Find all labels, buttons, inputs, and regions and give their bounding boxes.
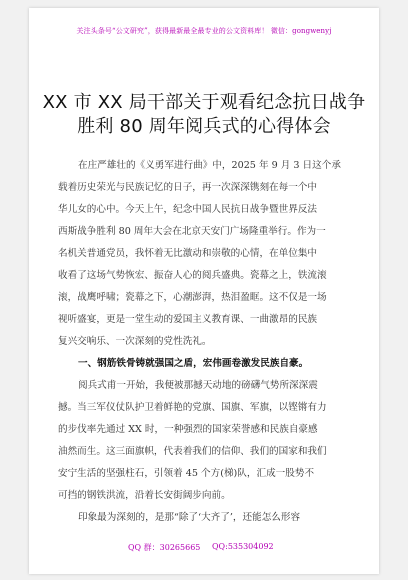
body-line: 载着历史荣光与民族记忆的日子，再一次深深镌刻在每一个中 <box>58 182 318 193</box>
body-line: 复兴交响乐、一次深刻的党性洗礼。 <box>58 336 212 347</box>
body-line: 名机关普通党员，我怀着无比激动和崇敬的心情，在单位集中 <box>58 248 318 259</box>
document-title-line-2: 胜利 80 周年阅兵式的心得体会 <box>77 116 331 137</box>
body-line: 油然而生。这三面旗帜，代表着我们的信仰、我们的国家和我们 <box>58 446 327 457</box>
footer-qq-contact: QQ:535304092 <box>212 542 274 551</box>
footer-qq-group: QQ 群：30265665 <box>128 543 201 552</box>
body-line: 印象最为深刻的，是那“除了‘大齐了’，还能怎么形容 <box>78 512 301 523</box>
body-line: 收看了这场气势恢宏、振奋人心的阅兵盛典。瓷幕之上，铁流滚 <box>58 270 327 281</box>
body-line: 可挡的钢铁洪流，沿着长安街阔步向前。 <box>58 490 231 501</box>
footer <box>29 542 379 556</box>
document-title-line-1: XX 市 XX 局干部关于观看纪念抗日战争 <box>42 92 366 113</box>
body-line: 阅兵式甫一开始，我便被那撼天动地的磅礴气势所深深震 <box>78 380 318 391</box>
section-heading: 一、钢筋铁骨铸就强国之盾，宏伟画卷激发民族自豪。 <box>78 358 309 369</box>
body-line: 滚，战鹰呼啸；瓷幕之下，心潮澎湃，热泪盈眶。这不仅是一场 <box>58 292 327 303</box>
header-banner: 关注头条号“公文研究”，获得最新最全最专业的公文资料库！ 微信：gongwenyj <box>76 27 332 35</box>
body-line: 西斯战争胜利 80 周年大会在北京天安门广场隆重举行。作为一 <box>58 226 326 237</box>
body-line: 安宁生活的坚强柱石，引领着 45 个方(梯)队，汇成一股势不 <box>58 468 315 479</box>
body-line: 视听盛宴，更是一堂生动的爱国主义教育课、一曲激昂的民族 <box>58 314 318 325</box>
body-line: 华儿女的心中。今天上午，纪念中国人民抗日战争暨世界反法 <box>58 204 318 215</box>
body-line: 在庄严雄壮的《义勇军进行曲》中，2025 年 9 月 3 日这个承 <box>78 160 341 171</box>
document-page <box>29 8 379 574</box>
body-line: 撼。当三军仪仗队护卫着鲜艳的党旗、国旗、军旗，以铿锵有力 <box>58 402 327 413</box>
body-line: 的步伐率先通过 XX 时，一种强烈的国家荣誉感和民族自豪感 <box>58 424 318 435</box>
